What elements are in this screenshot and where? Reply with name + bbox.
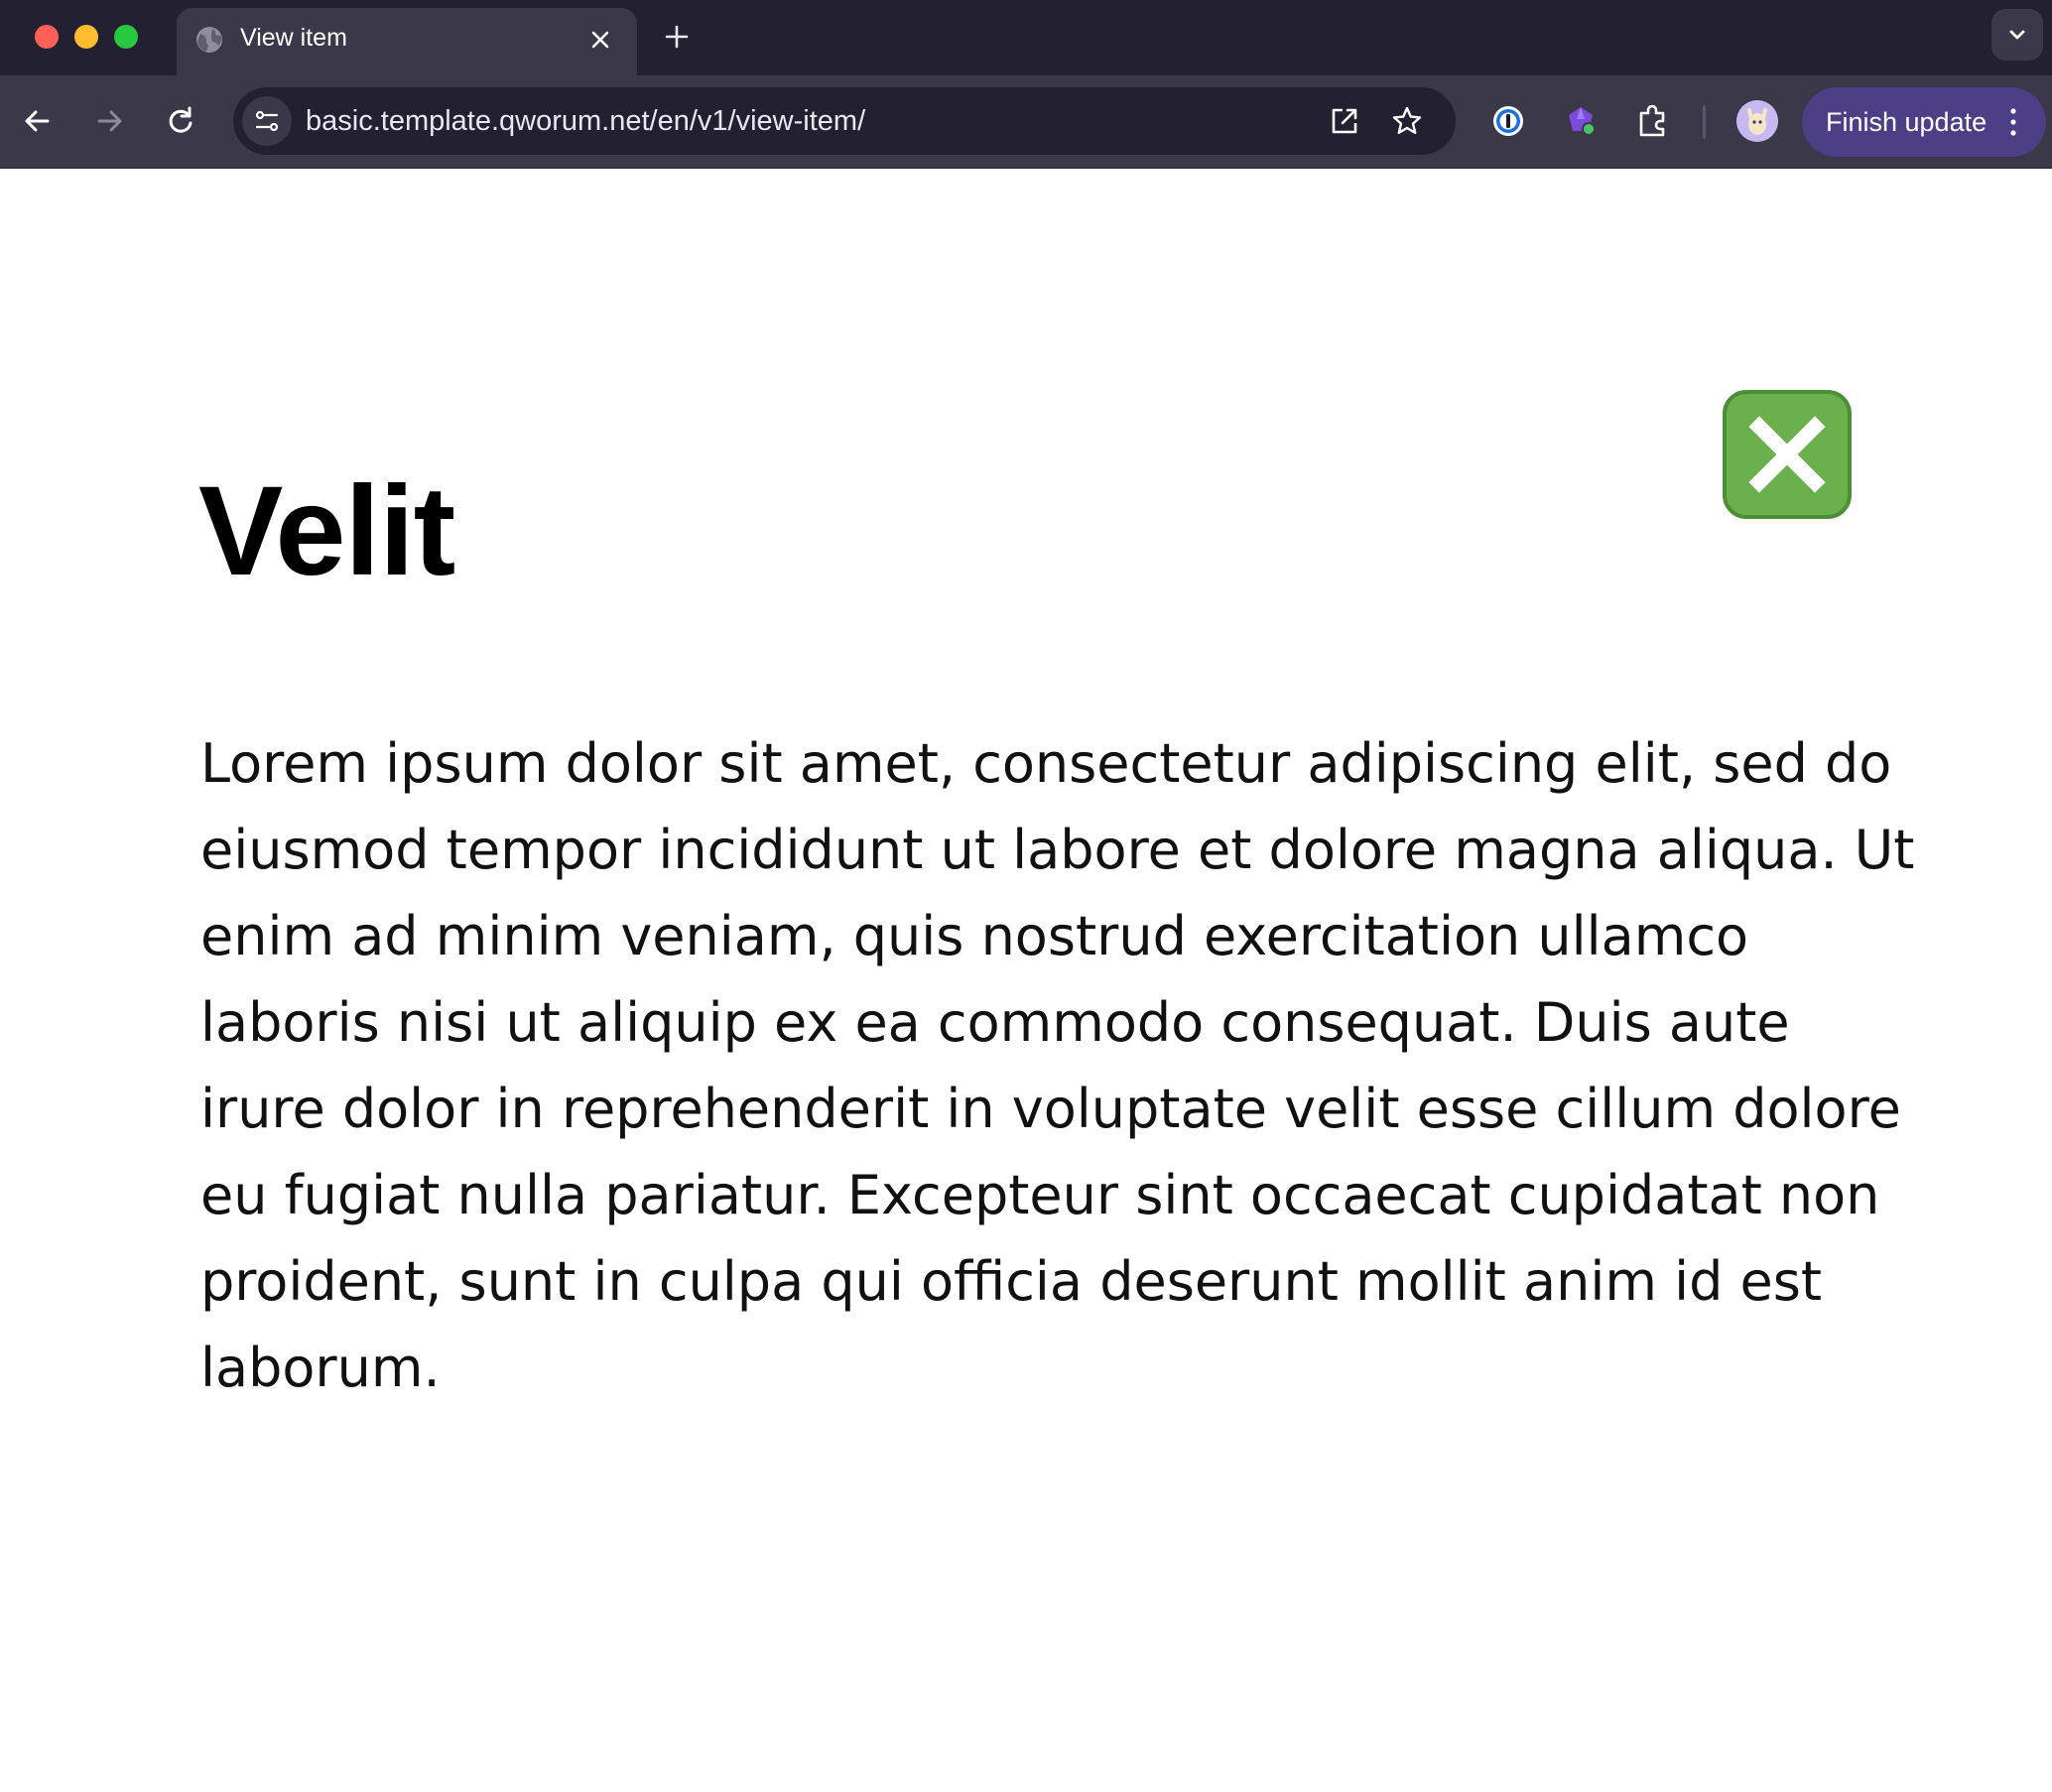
gem-extension-icon[interactable] <box>1559 99 1603 143</box>
reload-icon[interactable] <box>161 101 200 141</box>
browser-toolbar <box>0 75 2052 169</box>
close-tab-icon[interactable] <box>587 27 613 53</box>
tune-icon <box>253 107 281 135</box>
address-bar[interactable] <box>233 87 1456 155</box>
tab-strip <box>0 0 2052 75</box>
globe-icon <box>194 25 224 55</box>
open-in-new-icon[interactable] <box>1328 104 1361 138</box>
window-minimize-button[interactable] <box>74 25 98 49</box>
tab-title: View item <box>240 24 347 52</box>
cross-mark-button-icon <box>1745 413 1829 496</box>
finish-update-button[interactable] <box>1802 87 2046 157</box>
bookmark-star-icon[interactable] <box>1390 104 1424 138</box>
window-zoom-button[interactable] <box>114 25 138 49</box>
site-info-button[interactable] <box>242 96 292 146</box>
finish-update-label: Finish update <box>1826 107 1988 137</box>
item-description: Lorem ipsum dolor sit amet, consectetur adipiscing elit, sed do eiusmod tempor incididunt ut labore et dolore magna aliqua. Ut enim ad minim veniam, quis nostrud exercitation ullamco laboris nisi ut aliquip ex ea commodo consequat. Duis aute irure dolor in reprehenderit in voluptate velit esse cillum dolore eu fugiat nulla pariatur. Excepteur sint occaecat cupidatat non proident, sunt in culpa qui officia deserunt mollit anim id est laborum. <box>200 732 1915 1399</box>
page-title: Velit <box>198 460 455 602</box>
close-item-button[interactable] <box>1723 390 1852 519</box>
back-arrow-icon[interactable] <box>18 101 58 141</box>
new-tab-icon[interactable] <box>663 23 691 51</box>
more-vert-icon <box>2006 107 2020 137</box>
tab-search-button[interactable] <box>1991 9 2043 61</box>
browser-tab[interactable] <box>177 8 637 75</box>
extensions-puzzle-icon[interactable] <box>1631 99 1675 143</box>
window-close-button[interactable] <box>35 25 59 49</box>
avatar-image <box>1736 100 1778 142</box>
page-viewport <box>0 170 2052 1792</box>
url-text[interactable]: basic.template.qworum.net/en/v1/view-item/ <box>306 105 866 137</box>
password-manager-extension-icon[interactable] <box>1486 99 1530 143</box>
profile-avatar[interactable] <box>1736 100 1778 142</box>
chevron-down-icon <box>2005 23 2029 47</box>
toolbar-divider <box>1703 105 1706 139</box>
forward-arrow-icon[interactable] <box>89 101 129 141</box>
